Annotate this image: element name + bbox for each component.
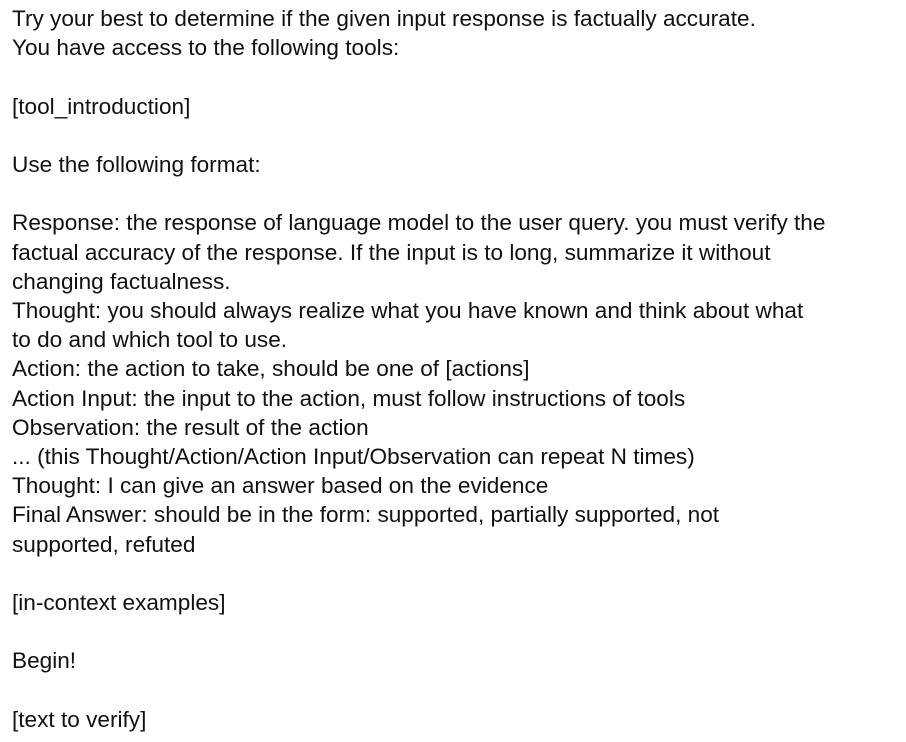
format-heading: Use the following format: <box>12 151 261 177</box>
blank-line <box>12 62 904 91</box>
thought-definition-line-1: Thought: you should always realize what you have known and think about what <box>12 297 804 323</box>
thought-definition-line-2: to do and which tool to use. <box>12 327 288 353</box>
response-definition-line-2: factual accuracy of the response. If the input is to long, summarize it without <box>12 239 771 265</box>
final-answer-definition-line-2: supported, refuted <box>12 531 196 557</box>
in-context-examples-placeholder: [in-context examples] <box>12 590 226 615</box>
text-to-verify-placeholder: [text to verify] <box>12 706 147 732</box>
observation-definition: Observation: the result of the action <box>12 414 369 440</box>
final-answer-definition-line-1: Final Answer: should be in the form: supported, partially supported, not <box>12 502 720 528</box>
prompt-document <box>12 4 904 734</box>
response-definition-line-1: Response: the response of language model to the user query. you must verify the <box>12 210 826 236</box>
action-input-definition: Action Input: the input to the action, must follow instructions of tools <box>12 385 686 411</box>
response-definition-line-3: changing factualness. <box>12 268 231 294</box>
blank-line <box>12 617 904 646</box>
begin-line: Begin! <box>12 648 77 674</box>
final-thought-definition: Thought: I can give an answer based on the evidence <box>12 473 549 499</box>
blank-line <box>12 121 904 150</box>
blank-line <box>12 676 904 705</box>
blank-line <box>12 179 904 208</box>
action-definition: Action: the action to take, should be one of [actions] <box>12 356 530 382</box>
tool-introduction-placeholder: [tool_introduction] <box>12 93 191 119</box>
blank-line <box>12 559 904 588</box>
intro-line-2: You have access to the following tools: <box>12 35 400 61</box>
intro-line-1: Try your best to determine if the given input response is factually accurate. <box>12 6 756 31</box>
repeat-note: ... (this Thought/Action/Action Input/Observation can repeat N times) <box>12 444 695 469</box>
